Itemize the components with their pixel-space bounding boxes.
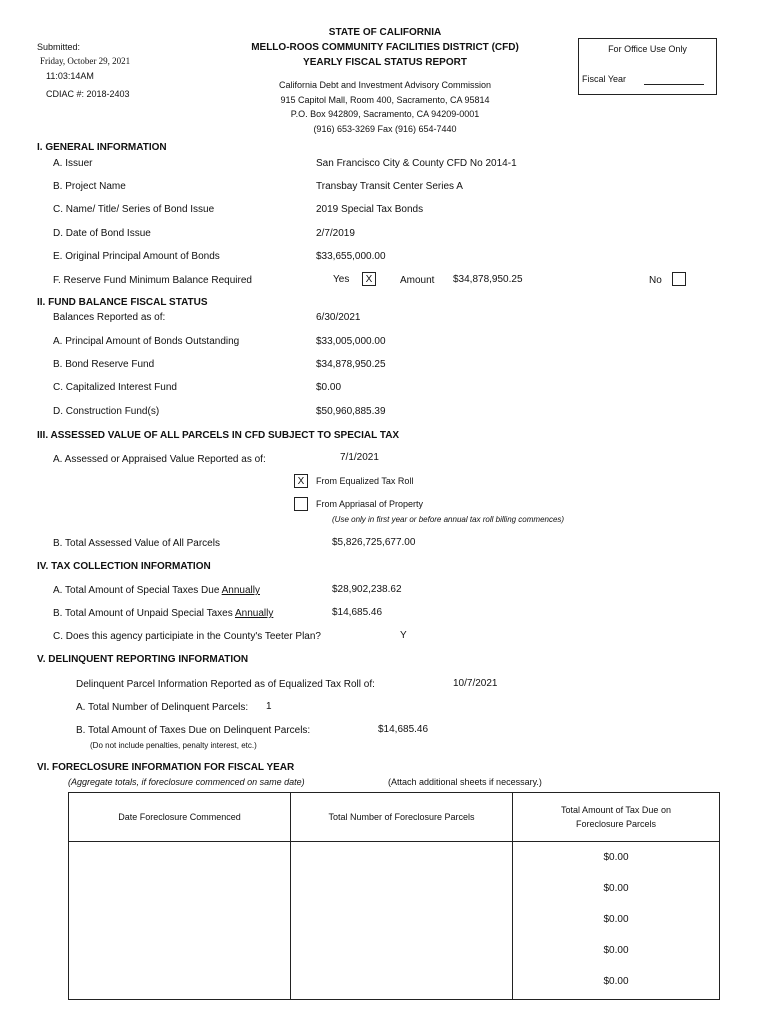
project-name-value: Transbay Transit Center Series A (316, 181, 463, 192)
section-foreclosure: VI. FORECLOSURE INFORMATION FOR FISCAL YEAR (37, 762, 295, 773)
assessed-as-of-label: A. Assessed or Appraised Value Reported as of: (53, 454, 266, 465)
delinquent-reported-value: 10/7/2021 (453, 678, 498, 689)
reserve-amount-label: Amount (400, 275, 435, 286)
tax-due-amount-2: $0.00 (603, 883, 629, 894)
header-address-2: P.O. Box 942809, Sacramento, CA 94209-0001 (290, 109, 480, 119)
bond-issue-name-value: 2019 Special Tax Bonds (316, 204, 424, 215)
total-assessed-value: $5,826,725,677.00 (332, 537, 416, 548)
foreclosure-table-header (69, 793, 720, 842)
header-phone: (916) 653-3269 Fax (916) 654-7440 (313, 124, 457, 134)
construction-fund-value: $50,960,885.39 (316, 406, 386, 417)
delinquent-parcels-label: A. Total Number of Delinquent Parcels: (76, 702, 249, 713)
assessed-as-of-value: 7/1/2021 (340, 452, 379, 463)
reserve-amount-value: $34,878,950.25 (453, 274, 523, 285)
special-taxes-due-label (53, 585, 260, 596)
submitted-time: 11:03:14AM (46, 71, 94, 81)
header-number-parcels (291, 793, 513, 842)
header-date-commenced: Date Foreclosure Commenced (69, 793, 291, 842)
teeter-plan-label: C. Does this agency participiate in the County's Teeter Plan? (53, 631, 321, 642)
bond-reserve-fund-value: $34,878,950.25 (316, 359, 386, 370)
bond-issue-date-label: D. Date of Bond Issue (53, 228, 151, 239)
delinquent-taxes-label: B. Total Amount of Taxes Due on Delinquent Parcels: (76, 725, 311, 736)
foreclosure-note-attach: (Attach additional sheets if necessary.) (388, 777, 542, 787)
number-parcels-cell[interactable] (291, 842, 513, 1000)
reserve-fund-label: F. Reserve Fund Minimum Balance Required (53, 275, 252, 286)
reserve-no-label: No (649, 275, 662, 286)
foreclosure-table-body (69, 842, 720, 1000)
original-principal-value: $33,655,000.00 (316, 251, 386, 262)
submitted-date: Friday, October 29, 2021 (40, 56, 131, 66)
header-number-parcels-text: Total Number of Foreclosure Parcels (328, 812, 475, 822)
header-district: MELLO-ROOS COMMUNITY FACILITIES DISTRICT (CFD) (251, 42, 519, 53)
section-fund-balance: II. FUND BALANCE FISCAL STATUS (37, 297, 208, 308)
appraisal-label: From Appriasal of Property (316, 499, 424, 509)
reserve-yes-checkbox[interactable]: X (362, 272, 376, 286)
tax-due-cell (513, 842, 720, 1000)
tax-due-amount-3: $0.00 (603, 914, 629, 925)
teeter-plan-value: Y (400, 630, 407, 641)
delinquent-reported-label: Delinquent Parcel Information Reported as of Equalized Tax Roll of: (76, 679, 375, 690)
delinquent-parcels-value: 1 (266, 701, 272, 712)
delinquent-taxes-note: (Do not include penalties, penalty interest, etc.) (90, 741, 257, 750)
unpaid-taxes-label (53, 608, 273, 619)
special-taxes-due-value: $28,902,238.62 (332, 584, 402, 595)
header-tax-due (513, 793, 720, 842)
section-tax-collection: IV. TAX COLLECTION INFORMATION (37, 561, 211, 572)
issuer-label: A. Issuer (53, 158, 93, 169)
principal-outstanding-value: $33,005,000.00 (316, 336, 386, 347)
delinquent-taxes-value: $14,685.46 (378, 724, 429, 735)
total-assessed-label: B. Total Assessed Value of All Parcels (53, 538, 220, 549)
header-state: STATE OF CALIFORNIA (328, 27, 442, 38)
tax-due-amount-4: $0.00 (603, 945, 629, 956)
equalized-tax-roll-checkbox[interactable]: X (294, 474, 308, 488)
cdiac-number: CDIAC #: 2018-2403 (46, 89, 130, 99)
reserve-no-checkbox[interactable] (672, 272, 686, 286)
header-address-1: 915 Capitol Mall, Room 400, Sacramento, CA 95814 (280, 95, 490, 105)
foreclosure-table (68, 792, 720, 1000)
special-taxes-due-text: A. Total Amount of Special Taxes Due (53, 585, 220, 596)
header-agency: California Debt and Investment Advisory Commission (278, 80, 492, 90)
fiscal-year-field[interactable] (644, 84, 704, 85)
section-delinquent-reporting: V. DELINQUENT REPORTING INFORMATION (37, 654, 249, 665)
header-tax-due-text: Total Amount of Tax Due on Foreclosure Parcels (561, 805, 671, 829)
bond-issue-name-label: C. Name/ Title/ Series of Bond Issue (53, 204, 215, 215)
construction-fund-label: D. Construction Fund(s) (53, 406, 160, 417)
unpaid-taxes-value: $14,685.46 (332, 607, 383, 618)
date-commenced-cell[interactable] (69, 842, 291, 1000)
issuer-value: San Francisco City & County CFD No 2014-1 (316, 158, 517, 169)
project-name-label: B. Project Name (53, 181, 126, 192)
principal-outstanding-label: A. Principal Amount of Bonds Outstanding (53, 336, 240, 347)
reserve-yes-label: Yes (333, 274, 350, 285)
capitalized-interest-label: C. Capitalized Interest Fund (53, 382, 177, 393)
tax-due-amount-5: $0.00 (603, 976, 629, 987)
balances-as-of-label: Balances Reported as of: (53, 312, 166, 323)
submitted-label: Submitted: (37, 42, 81, 52)
appraisal-note: (Use only in first year or before annual tax roll billing commences) (332, 515, 565, 524)
foreclosure-note-aggregate: (Aggregate totals, if foreclosure commenced on same date) (68, 777, 305, 787)
header-report-title: YEARLY FISCAL STATUS REPORT (303, 57, 467, 68)
office-use-title: For Office Use Only (608, 44, 687, 54)
fiscal-year-label: Fiscal Year (582, 74, 627, 84)
tax-due-amount-1: $0.00 (603, 852, 629, 863)
balances-as-of-value: 6/30/2021 (316, 312, 361, 323)
original-principal-label: E. Original Principal Amount of Bonds (53, 251, 220, 262)
section-assessed-value: III. ASSESSED VALUE OF ALL PARCELS IN CFD SUBJECT TO SPECIAL TAX (37, 430, 400, 441)
special-taxes-due-annually: Annually (221, 585, 260, 596)
unpaid-taxes-annually: Annually (234, 608, 274, 619)
unpaid-taxes-text: B. Total Amount of Unpaid Special Taxes (53, 608, 233, 619)
equalized-tax-roll-label: From Equalized Tax Roll (316, 476, 414, 486)
bond-issue-date-value: 2/7/2019 (316, 228, 355, 239)
section-general-information: I. GENERAL INFORMATION (37, 142, 167, 153)
appraisal-checkbox[interactable] (294, 497, 308, 511)
capitalized-interest-value: $0.00 (316, 382, 342, 393)
bond-reserve-fund-label: B. Bond Reserve Fund (53, 359, 155, 370)
